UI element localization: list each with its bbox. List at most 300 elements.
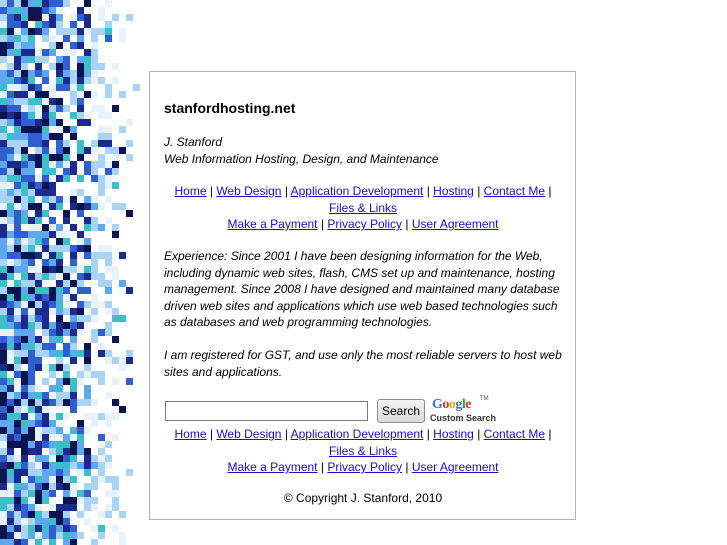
nav-separator: | — [320, 217, 324, 231]
mosaic-tile — [14, 182, 21, 189]
mosaic-tile — [14, 455, 21, 462]
mosaic-tile — [7, 539, 14, 545]
mosaic-tile — [7, 343, 14, 350]
mosaic-tile — [77, 231, 84, 238]
nav-link-web-design[interactable]: Web Design — [216, 427, 282, 441]
mosaic-tile — [63, 532, 70, 539]
mosaic-tile — [35, 448, 42, 455]
mosaic-tile — [35, 399, 42, 406]
mosaic-tile — [7, 217, 14, 224]
mosaic-tile — [7, 497, 14, 504]
mosaic-tile — [14, 168, 21, 175]
mosaic-tile — [70, 539, 77, 545]
mosaic-tile — [0, 98, 7, 105]
mosaic-tile — [0, 280, 7, 287]
mosaic-tile — [112, 525, 119, 532]
mosaic-tile — [98, 126, 105, 133]
nav-link-contact[interactable]: Contact Me — [483, 184, 546, 198]
mosaic-tile — [70, 497, 77, 504]
mosaic-tile — [112, 231, 119, 238]
mosaic-tile — [14, 161, 21, 168]
mosaic-tile — [98, 301, 105, 308]
mosaic-tile — [0, 294, 7, 301]
mosaic-tile — [77, 238, 84, 245]
mosaic-tile — [14, 112, 21, 119]
mosaic-tile — [105, 259, 112, 266]
mosaic-tile — [70, 168, 77, 175]
mosaic-tile — [7, 168, 14, 175]
mosaic-tile — [21, 448, 28, 455]
mosaic-tile — [84, 245, 91, 252]
mosaic-tile — [70, 280, 77, 287]
mosaic-tile — [35, 413, 42, 420]
mosaic-tile — [77, 329, 84, 336]
nav-link-contact[interactable]: Contact Me — [483, 427, 546, 441]
mosaic-tile — [7, 455, 14, 462]
mosaic-tile — [28, 329, 35, 336]
mosaic-tile — [28, 385, 35, 392]
mosaic-tile — [105, 161, 112, 168]
mosaic-tile — [77, 154, 84, 161]
mosaic-tile — [56, 455, 63, 462]
nav-link-home[interactable]: Home — [174, 427, 207, 441]
mosaic-tile — [63, 343, 70, 350]
mosaic-tile — [84, 238, 91, 245]
nav-separator: | — [477, 427, 481, 441]
mosaic-tile — [63, 175, 70, 182]
mosaic-tile — [84, 469, 91, 476]
mosaic-tile — [91, 308, 98, 315]
mosaic-tile — [42, 455, 49, 462]
mosaic-tile — [35, 203, 42, 210]
mosaic-tile — [91, 28, 98, 35]
mosaic-tile — [98, 7, 105, 14]
mosaic-tile — [119, 35, 126, 42]
mosaic-tile — [35, 98, 42, 105]
mosaic-tile — [7, 371, 14, 378]
mosaic-tile — [21, 42, 28, 49]
mosaic-tile — [56, 532, 63, 539]
nav-link-privacy[interactable]: Privacy Policy — [327, 217, 402, 231]
mosaic-tile — [7, 231, 14, 238]
mosaic-tile — [35, 455, 42, 462]
mosaic-tile — [14, 21, 21, 28]
nav-link-application-development[interactable]: Application Development — [290, 184, 424, 198]
mosaic-tile — [77, 287, 84, 294]
mosaic-tile — [77, 91, 84, 98]
mosaic-tile — [7, 476, 14, 483]
nav-link-hosting[interactable]: Hosting — [433, 427, 474, 441]
mosaic-tile — [70, 385, 77, 392]
mosaic-tile — [0, 406, 7, 413]
mosaic-tile — [21, 455, 28, 462]
mosaic-tile — [91, 413, 98, 420]
nav-link-payment[interactable]: Make a Payment — [227, 460, 318, 474]
mosaic-tile — [0, 315, 7, 322]
top-navigation — [158, 183, 568, 233]
nav-link-web-design[interactable]: Web Design — [216, 184, 282, 198]
mosaic-tile — [56, 336, 63, 343]
mosaic-tile — [98, 511, 105, 518]
mosaic-tile — [56, 7, 63, 14]
mosaic-tile — [119, 511, 126, 518]
mosaic-tile — [7, 504, 14, 511]
nav-link-application-development[interactable]: Application Development — [290, 427, 424, 441]
custom-search-label: Custom Search — [430, 413, 497, 423]
mosaic-tile — [77, 322, 84, 329]
mosaic-tile — [77, 210, 84, 217]
mosaic-tile — [28, 210, 35, 217]
mosaic-tile — [0, 217, 7, 224]
mosaic-tile — [21, 294, 28, 301]
mosaic-tile — [49, 161, 56, 168]
mosaic-tile — [35, 287, 42, 294]
google-letter: g — [455, 397, 462, 412]
mosaic-tile — [7, 364, 14, 371]
mosaic-tile — [49, 504, 56, 511]
mosaic-tile — [28, 140, 35, 147]
mosaic-tile — [35, 189, 42, 196]
mosaic-tile — [14, 511, 21, 518]
mosaic-tile — [56, 364, 63, 371]
mosaic-tile — [21, 329, 28, 336]
mosaic-tile — [98, 189, 105, 196]
mosaic-tile — [21, 539, 28, 545]
nav-link-files-links[interactable]: Files & Links — [328, 443, 398, 458]
mosaic-tile — [0, 287, 7, 294]
nav-link-home[interactable]: Home — [174, 184, 207, 198]
mosaic-tile — [49, 189, 56, 196]
mosaic-tile — [56, 511, 63, 518]
mosaic-tile — [91, 224, 98, 231]
mosaic-tile — [21, 525, 28, 532]
mosaic-tile — [77, 308, 84, 315]
mosaic-tile — [63, 49, 70, 56]
mosaic-tile — [14, 133, 21, 140]
mosaic-tile — [28, 28, 35, 35]
mosaic-tile — [42, 287, 49, 294]
mosaic-tile — [14, 518, 21, 525]
mosaic-tile — [63, 217, 70, 224]
mosaic-tile — [49, 147, 56, 154]
mosaic-tile — [7, 315, 14, 322]
mosaic-tile — [0, 84, 7, 91]
mosaic-tile — [35, 7, 42, 14]
mosaic-tile — [0, 14, 7, 21]
mosaic-tile — [126, 469, 133, 476]
mosaic-tile — [84, 455, 91, 462]
mosaic-tile — [7, 280, 14, 287]
mosaic-tile — [14, 126, 21, 133]
mosaic-tile — [0, 462, 7, 469]
mosaic-tile — [21, 483, 28, 490]
mosaic-tile — [35, 469, 42, 476]
nav-link-privacy[interactable]: Privacy Policy — [327, 460, 402, 474]
mosaic-tile — [42, 378, 49, 385]
mosaic-tile — [7, 42, 14, 49]
nav-row-3 — [158, 459, 568, 476]
mosaic-tile — [49, 245, 56, 252]
mosaic-tile — [7, 238, 14, 245]
mosaic-tile — [56, 469, 63, 476]
mosaic-tile — [28, 238, 35, 245]
mosaic-tile — [77, 175, 84, 182]
mosaic-tile — [105, 147, 112, 154]
mosaic-tile — [56, 476, 63, 483]
mosaic-tile — [28, 441, 35, 448]
mosaic-tile — [14, 189, 21, 196]
mosaic-tile — [14, 98, 21, 105]
mosaic-tile — [98, 462, 105, 469]
mosaic-tile — [0, 469, 7, 476]
search-input[interactable] — [165, 401, 368, 421]
mosaic-tile — [14, 413, 21, 420]
mosaic-tile — [14, 154, 21, 161]
mosaic-tile — [21, 210, 28, 217]
mosaic-tile — [0, 154, 7, 161]
mosaic-tile — [28, 252, 35, 259]
mosaic-tile — [77, 266, 84, 273]
mosaic-tile — [21, 399, 28, 406]
mosaic-tile — [35, 462, 42, 469]
mosaic-tile — [105, 0, 112, 7]
mosaic-tile — [63, 266, 70, 273]
mosaic-tile — [84, 350, 91, 357]
mosaic-tile — [49, 217, 56, 224]
mosaic-tile — [28, 112, 35, 119]
mosaic-tile — [0, 273, 7, 280]
mosaic-tile — [77, 245, 84, 252]
mosaic-tile — [42, 168, 49, 175]
mosaic-tile — [28, 217, 35, 224]
mosaic-tile — [70, 161, 77, 168]
mosaic-tile — [70, 308, 77, 315]
copyright-notice: © Copyright J. Stanford, 2010 — [283, 491, 443, 505]
mosaic-tile — [14, 385, 21, 392]
mosaic-tile — [0, 28, 7, 35]
mosaic-tile — [56, 42, 63, 49]
mosaic-tile — [126, 154, 133, 161]
google-logo-text — [432, 397, 471, 412]
mosaic-tile — [63, 539, 70, 545]
mosaic-tile — [0, 497, 7, 504]
mosaic-tile — [77, 315, 84, 322]
mosaic-tile — [70, 84, 77, 91]
mosaic-tile — [91, 217, 98, 224]
mosaic-tile — [14, 406, 21, 413]
mosaic-tile — [56, 119, 63, 126]
mosaic-tile — [7, 357, 14, 364]
mosaic-tile — [49, 434, 56, 441]
mosaic-tile — [77, 7, 84, 14]
mosaic-tile — [105, 287, 112, 294]
mosaic-tile — [49, 364, 56, 371]
mosaic-tile — [35, 91, 42, 98]
mosaic-tile — [35, 252, 42, 259]
experience-paragraph: Experience: Since 2001 I have been designing information for the Web, including dynamic web sites, flash, CMS set up and maintenance, hosting management. Since 2008 I have designed and maintained many database driven web sites and applications which use web based technologies such as databases and web programming technologies. — [164, 249, 560, 329]
mosaic-tile — [35, 56, 42, 63]
mosaic-tile — [63, 140, 70, 147]
mosaic-tile — [14, 392, 21, 399]
nav-link-hosting[interactable]: Hosting — [433, 184, 474, 198]
nav-link-payment[interactable]: Make a Payment — [227, 217, 318, 231]
mosaic-tile — [14, 238, 21, 245]
nav-link-agreement[interactable]: User Agreement — [411, 460, 499, 474]
mosaic-tile — [70, 504, 77, 511]
mosaic-tile — [42, 266, 49, 273]
mosaic-tile — [112, 490, 119, 497]
mosaic-tile — [56, 196, 63, 203]
mosaic-tile — [70, 490, 77, 497]
mosaic-tile — [0, 105, 7, 112]
mosaic-tile — [42, 147, 49, 154]
mosaic-tile — [84, 497, 91, 504]
mosaic-tile — [56, 175, 63, 182]
mosaic-tile — [42, 532, 49, 539]
mosaic-tile — [84, 0, 91, 7]
mosaic-tile — [7, 399, 14, 406]
mosaic-tile — [49, 518, 56, 525]
mosaic-tile — [35, 182, 42, 189]
mosaic-tile — [49, 420, 56, 427]
mosaic-tile — [77, 434, 84, 441]
mosaic-tile — [7, 70, 14, 77]
mosaic-tile — [14, 196, 21, 203]
mosaic-tile — [21, 196, 28, 203]
mosaic-tile — [42, 364, 49, 371]
mosaic-tile — [56, 308, 63, 315]
mosaic-tile — [63, 273, 70, 280]
mosaic-tile — [21, 35, 28, 42]
mosaic-tile — [7, 203, 14, 210]
mosaic-tile — [84, 518, 91, 525]
mosaic-tile — [91, 266, 98, 273]
mosaic-tile — [63, 413, 70, 420]
mosaic-tile — [77, 301, 84, 308]
mosaic-tile — [21, 140, 28, 147]
mosaic-tile — [56, 56, 63, 63]
mosaic-tile — [49, 427, 56, 434]
mosaic-tile — [49, 175, 56, 182]
mosaic-tile — [7, 266, 14, 273]
mosaic-tile — [28, 469, 35, 476]
mosaic-tile — [35, 210, 42, 217]
mosaic-tile — [56, 525, 63, 532]
mosaic-tile — [70, 294, 77, 301]
mosaic-tile — [63, 105, 70, 112]
mosaic-tile — [35, 273, 42, 280]
mosaic-tile — [0, 504, 7, 511]
mosaic-tile — [0, 259, 7, 266]
mosaic-tile — [105, 392, 112, 399]
mosaic-tile — [42, 140, 49, 147]
nav-link-agreement[interactable]: User Agreement — [411, 217, 499, 231]
mosaic-tile — [35, 343, 42, 350]
mosaic-tile — [42, 490, 49, 497]
author-name: J. Stanford — [164, 135, 223, 149]
mosaic-tile — [7, 245, 14, 252]
mosaic-tile — [49, 455, 56, 462]
mosaic-tile — [28, 357, 35, 364]
mosaic-tile — [42, 133, 49, 140]
google-letter: l — [461, 397, 466, 412]
search-button[interactable]: Search — [377, 399, 425, 423]
mosaic-tile — [56, 133, 63, 140]
mosaic-tile — [77, 497, 84, 504]
mosaic-tile — [28, 532, 35, 539]
mosaic-tile — [28, 259, 35, 266]
mosaic-tile — [77, 147, 84, 154]
mosaic-tile — [77, 511, 84, 518]
mosaic-tile — [21, 161, 28, 168]
mosaic-tile — [28, 294, 35, 301]
mosaic-tile — [119, 539, 126, 545]
mosaic-tile — [63, 161, 70, 168]
mosaic-tile — [84, 252, 91, 259]
google-custom-search-logo — [430, 397, 505, 427]
mosaic-tile — [49, 385, 56, 392]
mosaic-tile — [0, 56, 7, 63]
mosaic-tile — [28, 133, 35, 140]
mosaic-tile — [56, 294, 63, 301]
mosaic-tile — [98, 371, 105, 378]
mosaic-tile — [28, 371, 35, 378]
mosaic-tile — [35, 245, 42, 252]
mosaic-tile — [14, 91, 21, 98]
mosaic-tile — [35, 504, 42, 511]
mosaic-tile — [84, 504, 91, 511]
mosaic-tile — [28, 476, 35, 483]
mosaic-tile — [98, 280, 105, 287]
mosaic-tile — [21, 245, 28, 252]
mosaic-tile — [28, 308, 35, 315]
mosaic-tile — [49, 84, 56, 91]
mosaic-tile — [70, 21, 77, 28]
mosaic-tile — [70, 224, 77, 231]
mosaic-tile — [105, 308, 112, 315]
mosaic-tile — [35, 238, 42, 245]
nav-link-files-links[interactable]: Files & Links — [328, 200, 398, 215]
mosaic-tile — [77, 42, 84, 49]
mosaic-tile — [112, 336, 119, 343]
mosaic-tile — [91, 168, 98, 175]
mosaic-tile — [63, 462, 70, 469]
mosaic-tile — [70, 476, 77, 483]
mosaic-tile — [42, 21, 49, 28]
mosaic-tile — [112, 147, 119, 154]
mosaic-tile — [42, 413, 49, 420]
mosaic-tile — [7, 392, 14, 399]
intro-block — [164, 134, 439, 167]
mosaic-tile — [119, 28, 126, 35]
mosaic-tile — [56, 385, 63, 392]
mosaic-tile — [77, 28, 84, 35]
mosaic-tile — [28, 56, 35, 63]
mosaic-tile — [98, 133, 105, 140]
mosaic-tile — [112, 476, 119, 483]
mosaic-tile — [63, 483, 70, 490]
nav-separator: | — [320, 460, 324, 474]
mosaic-tile — [105, 133, 112, 140]
mosaic-tile — [35, 420, 42, 427]
mosaic-tile — [105, 21, 112, 28]
mosaic-tile — [77, 469, 84, 476]
mosaic-tile — [0, 413, 7, 420]
mosaic-tile — [63, 469, 70, 476]
mosaic-tile — [21, 231, 28, 238]
mosaic-tile — [84, 70, 91, 77]
mosaic-tile — [77, 56, 84, 63]
